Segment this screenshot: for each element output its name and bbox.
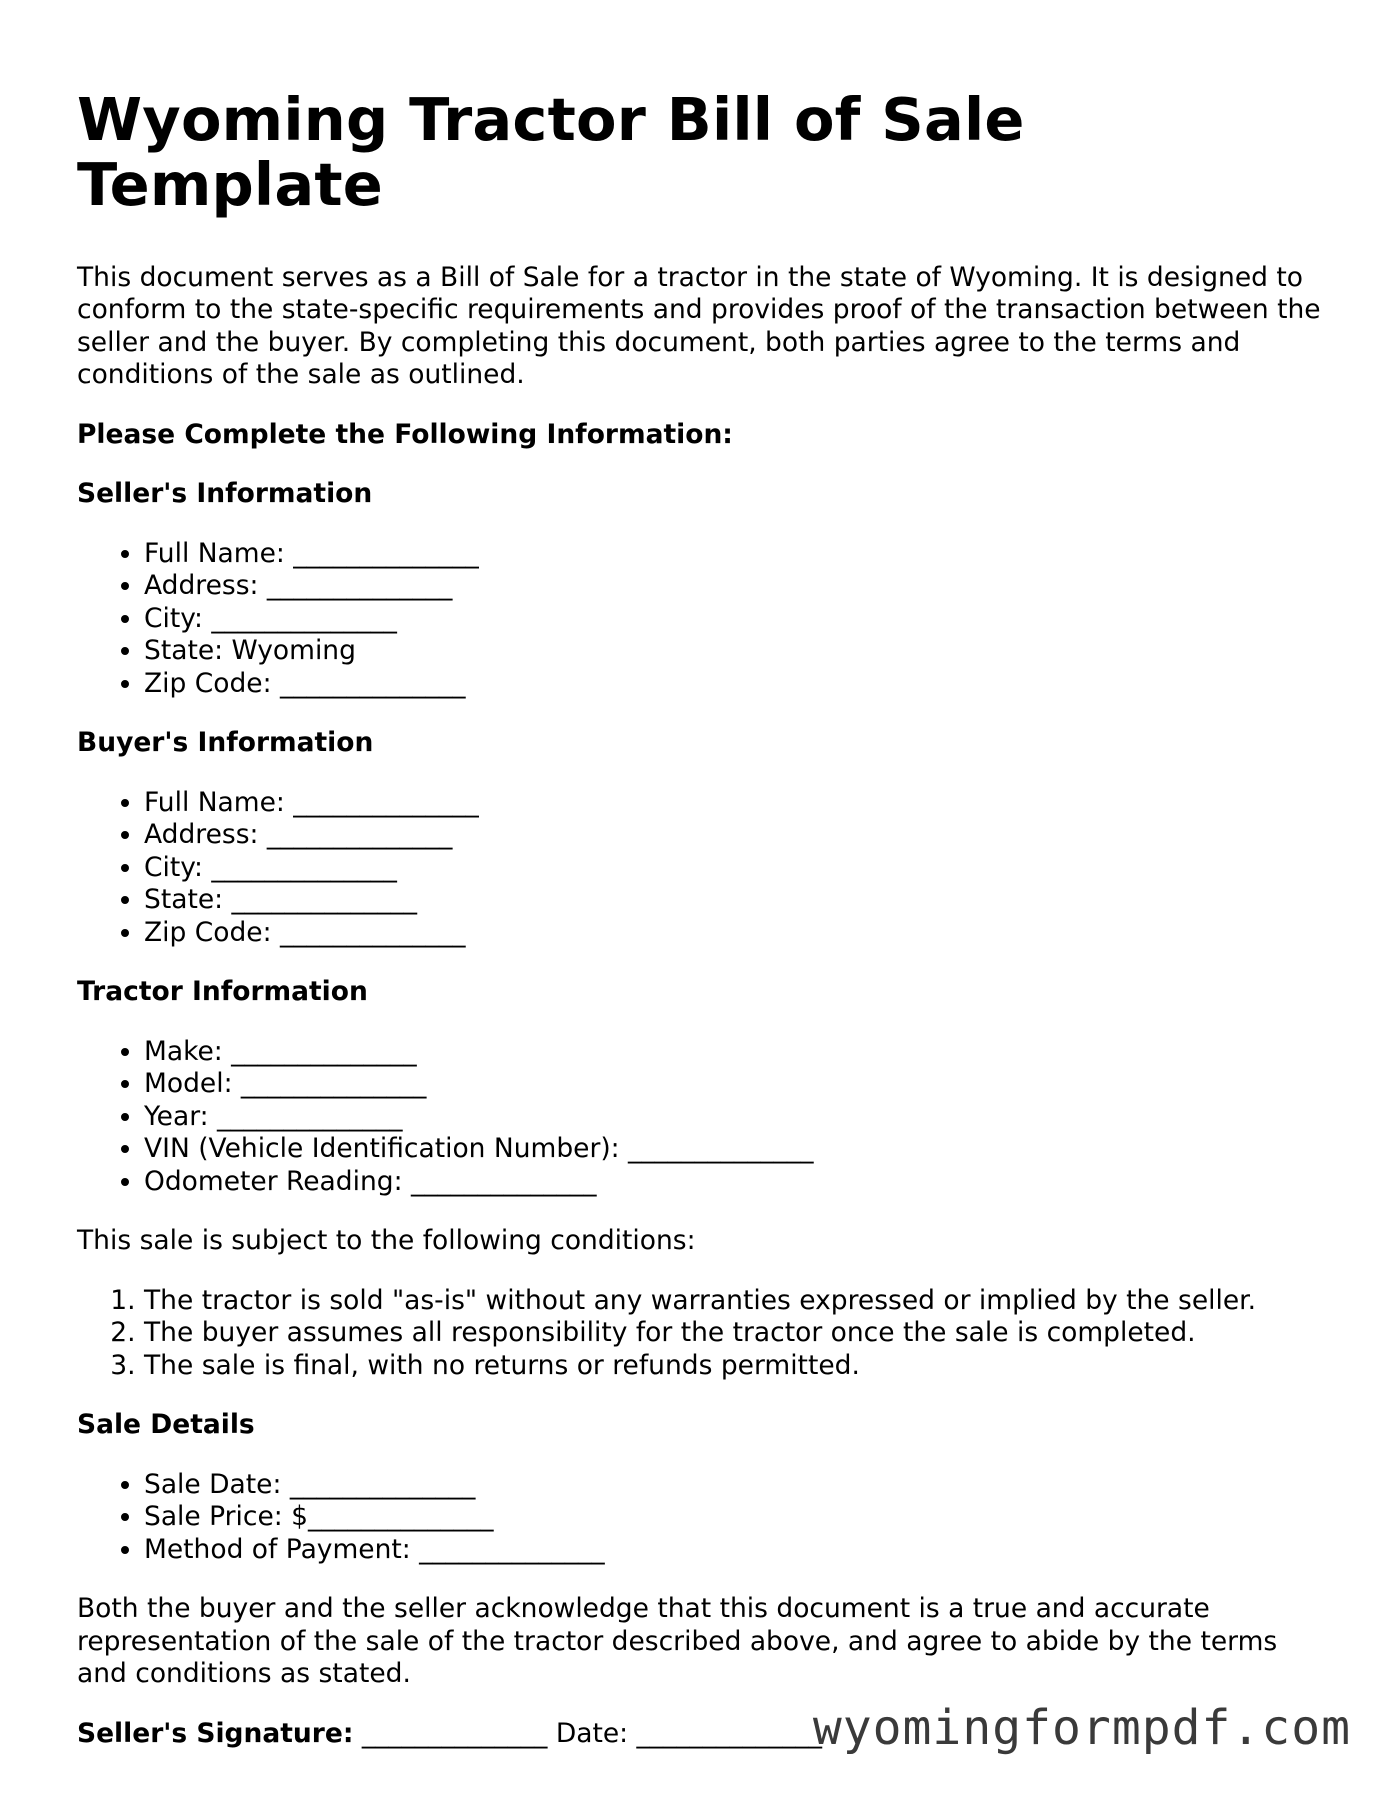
- tractor-heading: Tractor Information: [77, 976, 368, 1008]
- seller-city: • City: ______________: [144, 603, 1327, 636]
- buyer-list: [77, 787, 1327, 950]
- seller-signature-label: Seller's Signature:: [77, 1717, 354, 1749]
- buyer-full-name: • Full Name: ______________: [144, 787, 1327, 820]
- sale-date: • Sale Date: ______________: [144, 1469, 1327, 1502]
- document-title: Wyoming Tractor Bill of Sale Template: [77, 85, 1025, 219]
- condition-item: 1. The tractor is sold "as-is" without any warranties expressed or implied by the seller.: [144, 1285, 1327, 1318]
- seller-heading: Seller's Information: [77, 478, 373, 510]
- sale-heading: Sale Details: [77, 1409, 255, 1441]
- buyer-zip: • Zip Code: ______________: [144, 917, 1327, 950]
- tractor-odometer: • Odometer Reading: ______________: [144, 1166, 1327, 1199]
- buyer-state: • State: ______________: [144, 884, 1327, 917]
- sale-list: [77, 1469, 1327, 1567]
- seller-zip: • Zip Code: ______________: [144, 668, 1327, 701]
- acknowledgement-paragraph: Both the buyer and the seller acknowledge that this document is a true and accurate representation of the sale of the tractor described above, and agree to abide by the terms and conditions as stated.: [77, 1593, 1278, 1690]
- sale-payment-method: • Method of Payment: ______________: [144, 1534, 1327, 1567]
- signature-date: Date: ______________: [555, 1717, 823, 1749]
- seller-state: • State: Wyoming: [144, 635, 1327, 668]
- conditions-list: [77, 1285, 1327, 1383]
- buyer-heading: Buyer's Information: [77, 727, 374, 759]
- seller-full-name: • Full Name: ______________: [144, 538, 1327, 571]
- buyer-city: • City: ______________: [144, 852, 1327, 885]
- seller-address: • Address: ______________: [144, 570, 1327, 603]
- conditions-intro: This sale is subject to the following conditions:: [77, 1225, 696, 1257]
- complete-heading: Please Complete the Following Information:: [77, 418, 733, 450]
- document-page: [77, 85, 1327, 1750]
- condition-item: 2. The buyer assumes all responsibility for the tractor once the sale is completed.: [144, 1317, 1327, 1350]
- tractor-list: [77, 1036, 1327, 1199]
- intro-paragraph: This document serves as a Bill of Sale for a tractor in the state of Wyoming. It is designed to conform to the state-specific requirements and provides proof of the transaction between the seller and the buyer. By completing this document, both parties agree to the terms and conditions of the sale as outlined.: [77, 261, 1321, 391]
- tractor-make: • Make: ______________: [144, 1036, 1327, 1069]
- seller-list: [77, 538, 1327, 701]
- buyer-address: • Address: ______________: [144, 819, 1327, 852]
- tractor-vin: • VIN (Vehicle Identification Number): ______________: [144, 1133, 1327, 1166]
- watermark: wyomingformpdf.com: [812, 1700, 1351, 1756]
- seller-signature-blank: ______________: [353, 1717, 556, 1749]
- condition-item: 3. The sale is final, with no returns or refunds permitted.: [144, 1350, 1327, 1383]
- sale-price: • Sale Price: $______________: [144, 1501, 1327, 1534]
- tractor-model: • Model: ______________: [144, 1068, 1327, 1101]
- tractor-year: • Year: ______________: [144, 1101, 1327, 1134]
